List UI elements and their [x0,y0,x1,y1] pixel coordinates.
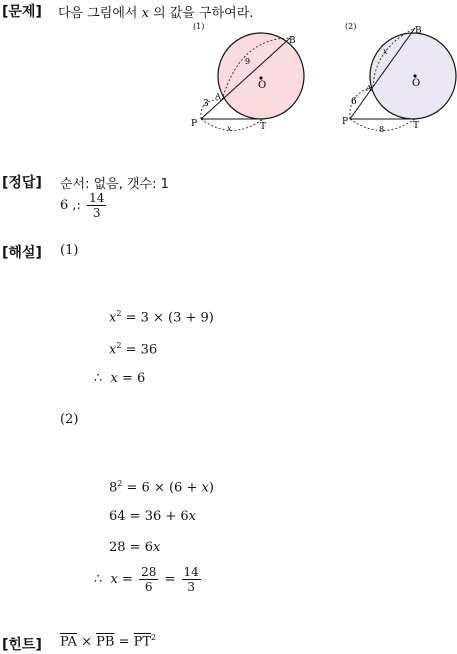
solution-part1-label: (1) [60,243,79,258]
point-t-1: T [260,122,267,132]
fraction-14-3: $\frac{14}{3}$ [183,565,199,594]
fraction-28-6: $\frac{28}{6}$ [141,565,157,594]
length-pa-2: 6 [351,97,357,107]
figure-1 [185,18,310,136]
center-label-1: O [258,80,267,91]
solution-tag: [해설] [2,245,42,261]
point-a-1: A [215,92,221,101]
solution-part1-line3: ∴ x = 6 [94,371,146,386]
answer-line-1: 순서: 없음, 갯수: 1 [60,177,169,192]
answer-tag: [정답] [2,175,42,191]
solution-part1-line2: $x^2 = 36$ [109,341,158,358]
figure-1-label: (1) [193,22,205,31]
point-p-2: P [342,117,349,127]
length-pt-1: x [227,124,232,133]
solution-part2-line3: 28 = 6x [109,540,161,555]
problem-text: 다음 그림에서 x 의 값을 구하여라. [58,6,254,21]
solution-part2-line2: 64 = 36 + 6x [109,509,197,524]
answer-line-2: 6 ,: $\frac{14}{3}$ [60,191,105,220]
point-b-2: B [415,26,422,36]
problem-tag: [문제] [2,4,42,20]
hint-formula: $\overline{PA} \times \overline{PB} = \overline{PT}^2$ [60,633,157,650]
hint-tag: [힌트] [2,637,42,653]
solution-part2-line4: ∴ x = $\frac{28}{6}$ = $\frac{14}{3}$ [94,565,199,594]
length-ab-2: x [383,47,388,56]
solution-part2-line1: $8^2 = 6 \times (6 + x)$ [109,479,214,496]
arc-pt-1 [201,119,263,131]
length-ab-1: 9 [245,57,251,66]
answer-fraction: $\frac{14}{3}$ [89,191,105,220]
length-pa-1: 3 [203,99,209,109]
point-t-2: T [413,121,420,131]
point-b-1: B [289,36,296,46]
point-a-2: A [366,84,372,93]
length-pt-2: 8 [379,125,385,134]
solution-part2-label: (2) [60,412,79,427]
figure-2 [340,18,457,136]
center-label-2: O [412,78,421,89]
point-p-1: P [191,119,198,129]
figure-2-label: (2) [345,22,357,31]
solution-part1-line1: $x^2 = 3 \times (3 + 9)$ [109,309,214,326]
circle-2 [370,33,456,119]
